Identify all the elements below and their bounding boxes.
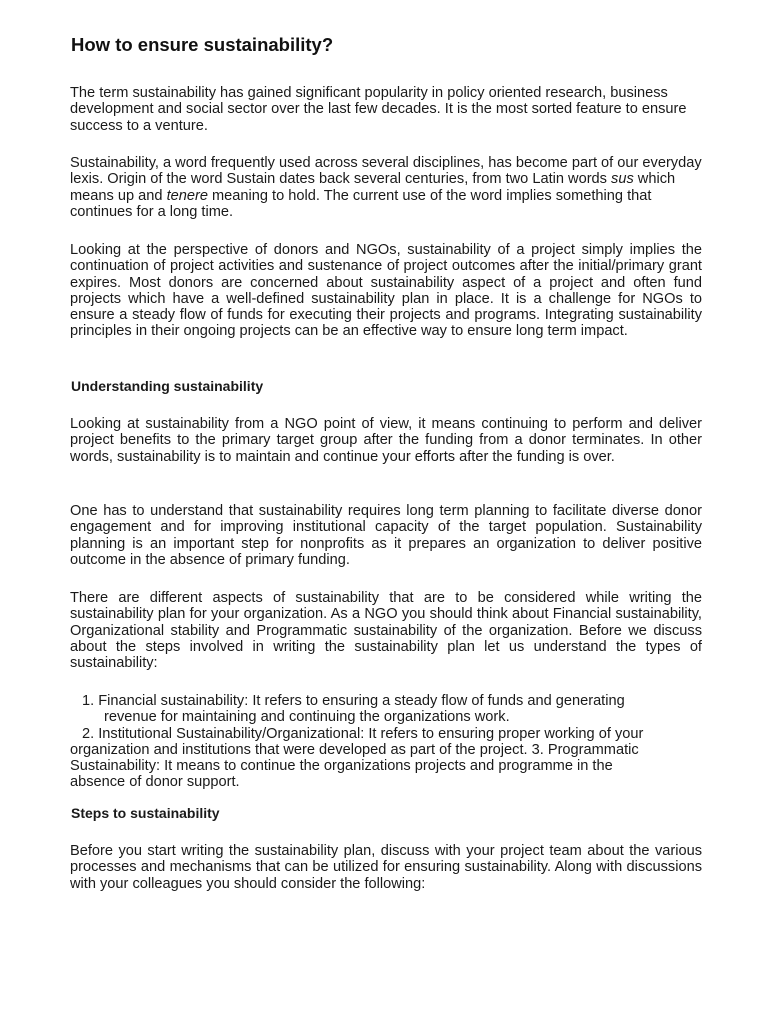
ngo-view-paragraph: Looking at sustainability from a NGO point of view, it means continuing to perform and deliver project benefits to the primary target group after the funding from a donor terminates. In other words, sustainability is to maintain and continue your efforts after the funding is over. — [70, 416, 702, 465]
intro-paragraph: The term sustainability has gained significant popularity in policy oriented research, business development and social sector over the last few decades. It is the most sorted feature to ensure success to a venture. — [70, 85, 687, 134]
long-term-planning-paragraph: One has to understand that sustainability requires long term planning to facilitate diverse donor engagement and for improving institutional capacity of the target population. Sustainability planning is an important step for nonprofits as it prepares an organization to deliver positive outcome in the absence of primary funding. — [70, 503, 702, 568]
latin-word-tenere: tenere — [166, 187, 208, 204]
section-heading-steps: Steps to sustainability — [71, 805, 220, 821]
list-item: revenue for maintaining and continuing the organizations work. — [104, 709, 510, 726]
origin-text-c: meaning to hold. The current use of the word implies something that continues for a long time. — [70, 187, 652, 220]
origin-text-a: Sustainability, a word frequently used across several disciplines, has become part of our everyday lexis. Origin of the word Sustain dates back several centuries, from two Latin words — [70, 155, 702, 188]
list-item: 1. Financial sustainability: It refers to ensuring a steady flow of funds and generating — [82, 693, 625, 709]
donor-perspective-paragraph: Looking at the perspective of donors and NGOs, sustainability of a project simply implies the continuation of project activities and sustenance of project outcomes after the initial/primary grant expires. Most donors are concerned about sustainability aspect of a project and often fund projects which have a well-defined sustainability plan in place. It is a challenge for NGOs to ensure a steady flow of funds for executing their projects and programs. Integrating sustainability principles in their ongoing projects can be an effective way to ensure long term impact. — [70, 242, 702, 340]
list-item: Sustainability: It means to continue the organizations projects and programme in the — [70, 758, 613, 775]
latin-word-sus: sus — [611, 171, 634, 188]
list-item: absence of donor support. — [70, 774, 240, 791]
page-title: How to ensure sustainability? — [71, 34, 334, 55]
sustainability-types-list — [70, 693, 702, 791]
steps-intro-paragraph: Before you start writing the sustainability plan, discuss with your project team about the various processes and mechanisms that can be utilized for ensuring sustainability. Along with discussions with your colleagues you should consider the following: — [70, 843, 702, 892]
origin-text-b: which means up and — [70, 171, 676, 204]
aspects-paragraph: There are different aspects of sustainability that are to be considered while writing the sustainability plan for your organization. As a NGO you should think about Financial sustainability, Organizational stability and Programmatic sustainability of the organization. Before we discuss about the steps involved in writing the sustainability plan let us understand the types of sustainability: — [70, 590, 702, 672]
list-item: organization and institutions that were developed as part of the project. 3. Programmatic — [70, 741, 639, 758]
origin-paragraph — [70, 155, 702, 220]
list-item: 2. Institutional Sustainability/Organizational: It refers to ensuring proper working of your — [82, 725, 644, 742]
section-heading-understanding: Understanding sustainability — [71, 378, 264, 394]
